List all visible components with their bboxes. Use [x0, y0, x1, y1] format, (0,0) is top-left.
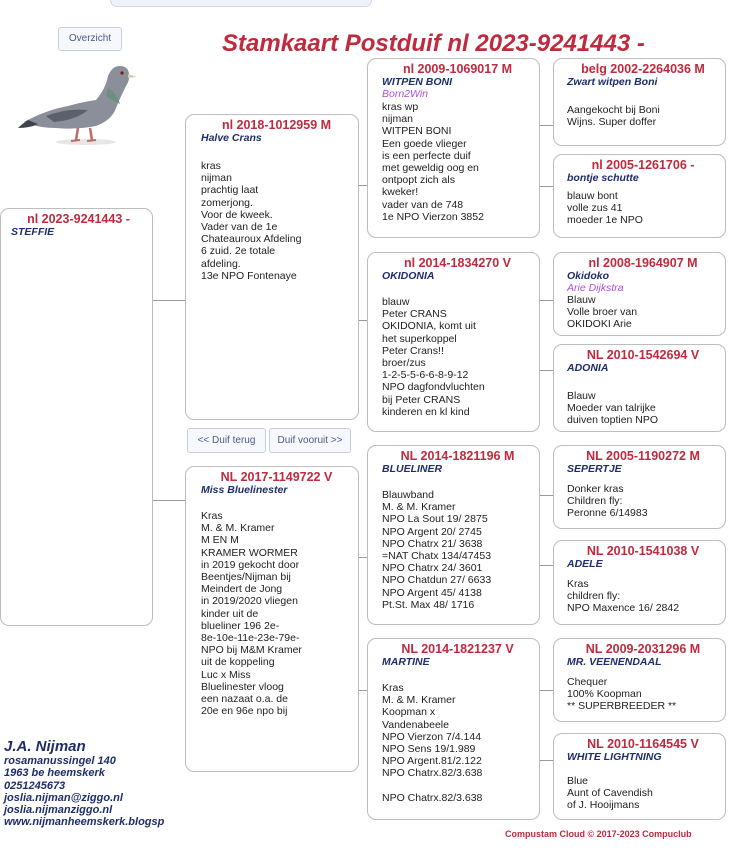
- page-title: Stamkaart Postduif nl 2023-9241443 -: [222, 30, 645, 57]
- pigeon-name: MARTINE: [382, 656, 430, 668]
- pigeon-card-subject[interactable]: [0, 208, 153, 626]
- pigeon-name: WHITE LIGHTNING: [567, 751, 662, 763]
- pigeon-card-ggp[interactable]: [553, 540, 726, 625]
- pigeon-owner: Arie Dijkstra: [567, 282, 624, 294]
- ring-number: belg 2002-2264036 M: [581, 62, 705, 76]
- connector-line: [539, 125, 553, 126]
- pigeon-description: kras wp nijman WITPEN BONI Een goede vlieger is een perfecte duif met geweldig oog en ontpopt zich als kweker! vader van de 748 1e NPO Vierzon 3852: [382, 101, 484, 223]
- pigeon-description: Kras children fly: NPO Maxence 16/ 2842: [567, 578, 680, 615]
- next-pigeon-button[interactable]: Duif vooruit >>: [269, 428, 351, 453]
- pigeon-name: ADELE: [567, 558, 603, 570]
- pigeon-description: Blauwband M. & M. Kramer NPO La Sout 19/ 2875 NPO Argent 20/ 2745 NPO Chatrx 21/ 3638 =NAT Chatx 134/47453 NPO Chatrx 24/ 3601 NPO Chatdun 27/ 6633 NPO Argent 45/ 4138 Pt.St. Max 48/ 1716: [382, 489, 492, 611]
- owner-city: 1963 be heemskerk: [4, 767, 105, 780]
- pigeon-card-sire-sire[interactable]: [367, 58, 540, 238]
- pigeon-description: blauw Peter CRANS OKIDONIA, komt uit het superkoppel Peter Crans!! broer/zus 1-2-5-5-6-6-8-9-12 NPO dagfondvluchten bij Peter CRANS kinderen en kl kind: [382, 296, 485, 418]
- ring-number: nl 2008-1964907 M: [588, 256, 698, 270]
- pigeon-card-sire-dam[interactable]: [367, 252, 540, 432]
- pigeon-card-dam-dam[interactable]: [367, 638, 540, 820]
- pigeon-name: BLUELINER: [382, 463, 443, 475]
- pigeon-card-ggp[interactable]: [553, 344, 726, 432]
- ring-number: NL 2010-1542694 V: [586, 348, 700, 362]
- ring-number: NL 2010-1164545 V: [587, 737, 699, 751]
- connector-line: [539, 300, 553, 301]
- owner-contact-block: [4, 738, 164, 829]
- ring-number: nl 2009-1069017 M: [402, 62, 513, 76]
- pigeon-owner: Born2Win: [382, 88, 429, 100]
- pigeon-name: Zwart witpen Boni: [567, 76, 658, 88]
- ring-number: NL 2017-1149722 V: [220, 470, 333, 484]
- overview-button[interactable]: Overzicht: [58, 27, 122, 51]
- connector-line: [539, 565, 553, 566]
- owner-address: rosamanussingel 140: [4, 755, 116, 767]
- pigeon-description: Donker kras Children fly: Peronne 6/14983: [567, 483, 648, 520]
- connector-line: [539, 760, 553, 761]
- pigeon-name: MR. VEENENDAAL: [567, 656, 662, 668]
- connector-line: [539, 495, 553, 496]
- copyright-text: Compustam Cloud © 2017-2023 Compuclub: [505, 829, 692, 839]
- ring-number: nl 2014-1834270 V: [403, 256, 512, 270]
- owner-email-alt: joslia.nijmanziggo.nl: [4, 804, 113, 817]
- pigeon-name: Miss Bluelinester: [201, 484, 288, 496]
- pigeon-card-ggp[interactable]: [553, 638, 726, 722]
- ring-number: NL 2014-1821196 M: [400, 449, 515, 463]
- pigeon-card-dam[interactable]: [185, 466, 359, 772]
- pigeon-name: Okidoko: [567, 270, 610, 282]
- pigeon-description: Kras M. & M. Kramer Koopman x Vandenabeele NPO Vierzon 7/4.144 NPO Sens 19/1.989 NPO Argent.81/2.122 NPO Chatrx.82/3.638 NPO Chatrx.82/3.638: [382, 682, 483, 804]
- ring-number: nl 2018-1012959 M: [221, 118, 332, 132]
- top-tab-strip: [110, 0, 372, 7]
- connector-line: [539, 370, 553, 371]
- pigeon-name: Halve Crans: [201, 132, 262, 144]
- connector-line: [539, 186, 553, 187]
- owner-website-link[interactable]: www.nijmanheemskerk.blogsp: [4, 816, 165, 829]
- pigeon-description: Blauw Volle broer van OKIDOKI Arie: [567, 294, 638, 331]
- ring-number: NL 2005-1190272 M: [586, 449, 700, 463]
- owner-name: J.A. Nijman: [4, 738, 86, 755]
- pigeon-description: Blauw Moeder van talrijke duiven toptien NPO: [567, 390, 659, 427]
- ring-number: NL 2010-1541038 V: [586, 544, 700, 558]
- pigeon-card-dam-sire[interactable]: [367, 445, 540, 625]
- owner-email-link[interactable]: joslia.nijman@ziggo.nl: [4, 791, 123, 804]
- pigeon-description: kras nijman prachtig laat zomerjong. Voor de kweek. Vader van de 1e Chateauroux Afdeling 6 zuid. 2e totale afdeling. 13e NPO Fontenaye: [201, 160, 302, 282]
- pigeon-name: WITPEN BONI: [382, 76, 452, 88]
- pigeon-card-sire[interactable]: [185, 114, 359, 420]
- pigeon-name: ADONIA: [567, 362, 609, 374]
- pigeon-description: Blue Aunt of Cavendish of J. Hooijmans: [567, 775, 653, 812]
- pigeon-description: Chequer 100% Koopman ** SUPERBREEDER **: [567, 676, 677, 713]
- ring-number: NL 2014-1821237 V: [401, 642, 514, 656]
- ring-number: NL 2009-2031296 M: [585, 642, 701, 656]
- pigeon-card-ggp[interactable]: [553, 252, 726, 336]
- ring-number: nl 2005-1261706 -: [591, 158, 695, 172]
- pigeon-name: SEPERTJE: [567, 463, 622, 475]
- pigeon-name: OKIDONIA: [382, 270, 435, 282]
- pigeon-description: Aangekocht bij Boni Wijns. Super doffer: [567, 104, 660, 129]
- pigeon-description: Kras M. & M. Kramer M EN M KRAMER WORMER in 2019 gekocht door Beentjes/Nijman bij Meindert de Jong in 2019/2020 vliegen kinder uit de blueliner 196 2e- 8e-10e-11e-23e-79e- NPO bij M&M Kramer uit de koppeling Luc x Miss Bluelinester vloog een nazaat o.a. de 20e en 96e npo bij: [201, 510, 302, 718]
- pigeon-name: STEFFIE: [11, 226, 55, 238]
- pigeon-card-ggp[interactable]: [553, 445, 726, 529]
- connector-line: [539, 690, 553, 691]
- ring-number: nl 2023-9241443 -: [27, 212, 130, 226]
- pigeon-name: bontje schutte: [567, 172, 639, 184]
- pigeon-card-ggp[interactable]: [553, 733, 726, 820]
- pigeon-card-ggp[interactable]: [553, 154, 726, 238]
- previous-pigeon-button[interactable]: << Duif terug: [187, 428, 266, 453]
- pigeon-card-ggp[interactable]: [553, 58, 726, 146]
- pigeon-photo: [16, 58, 150, 154]
- owner-phone: 0251245673: [4, 779, 66, 792]
- pigeon-description: blauw bont volle zus 41 moeder 1e NPO: [567, 190, 643, 227]
